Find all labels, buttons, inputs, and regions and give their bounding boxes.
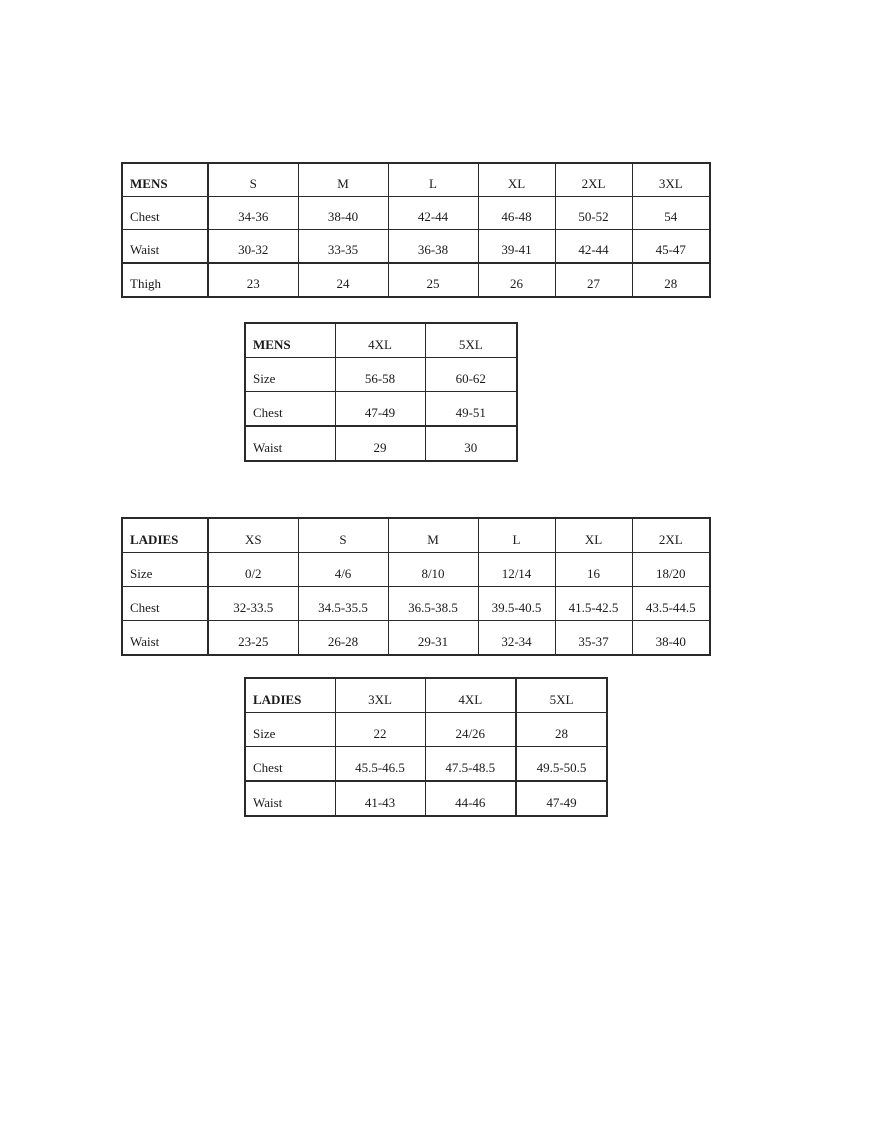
table-row [245, 358, 517, 392]
table-cell: 39-41 [478, 230, 555, 264]
size-header: M [298, 163, 388, 197]
table-cell: 36.5-38.5 [388, 587, 478, 621]
table-row [122, 587, 710, 621]
table-title: LADIES [245, 678, 335, 713]
table-row [245, 713, 607, 747]
size-header: 5XL [425, 323, 517, 358]
size-header: 3XL [335, 678, 425, 713]
table-cell: 47-49 [516, 781, 607, 816]
table-cell: 28 [632, 263, 710, 297]
size-header: 3XL [632, 163, 710, 197]
size-header: XL [555, 518, 632, 553]
table-row [122, 197, 710, 230]
table-cell: 26 [478, 263, 555, 297]
table-cell: 60-62 [425, 358, 517, 392]
table-title: MENS [245, 323, 335, 358]
table-header-row [122, 518, 710, 553]
table-cell: 45-47 [632, 230, 710, 264]
table-row [122, 230, 710, 264]
size-header: 2XL [555, 163, 632, 197]
table-cell: 4/6 [298, 553, 388, 587]
size-header: XL [478, 163, 555, 197]
row-label: Waist [122, 621, 208, 656]
table-cell: 30 [425, 426, 517, 461]
table-cell: 46-48 [478, 197, 555, 230]
table-cell: 28 [516, 713, 607, 747]
table-cell: 25 [388, 263, 478, 297]
size-header: 4XL [425, 678, 516, 713]
size-header: XS [208, 518, 298, 553]
table-cell: 49-51 [425, 392, 517, 427]
table-cell: 45.5-46.5 [335, 747, 425, 782]
row-label: Chest [122, 197, 208, 230]
table-cell: 54 [632, 197, 710, 230]
row-label: Waist [122, 230, 208, 264]
table-cell: 23-25 [208, 621, 298, 656]
table-cell: 47.5-48.5 [425, 747, 516, 782]
table-cell: 56-58 [335, 358, 425, 392]
mens-size-table [121, 162, 711, 298]
size-header: 2XL [632, 518, 710, 553]
row-label: Chest [122, 587, 208, 621]
row-label: Size [245, 358, 335, 392]
ladies-extended-size-table [244, 677, 608, 817]
table-row [122, 553, 710, 587]
table-cell: 35-37 [555, 621, 632, 656]
row-label: Waist [245, 781, 335, 816]
table-cell: 32-34 [478, 621, 555, 656]
table-cell: 27 [555, 263, 632, 297]
row-label: Chest [245, 392, 335, 427]
table-row [245, 781, 607, 816]
table-cell: 0/2 [208, 553, 298, 587]
row-label: Size [122, 553, 208, 587]
size-header: 4XL [335, 323, 425, 358]
table-cell: 41-43 [335, 781, 425, 816]
table-cell: 39.5-40.5 [478, 587, 555, 621]
size-header: L [388, 163, 478, 197]
row-label: Chest [245, 747, 335, 782]
row-label: Size [245, 713, 335, 747]
table-row [245, 747, 607, 782]
table-cell: 32-33.5 [208, 587, 298, 621]
table-cell: 18/20 [632, 553, 710, 587]
table-cell: 49.5-50.5 [516, 747, 607, 782]
table-cell: 12/14 [478, 553, 555, 587]
table-cell: 47-49 [335, 392, 425, 427]
table-row [122, 621, 710, 656]
table-cell: 43.5-44.5 [632, 587, 710, 621]
table-title: LADIES [122, 518, 208, 553]
size-header: S [208, 163, 298, 197]
table-cell: 8/10 [388, 553, 478, 587]
table-cell: 33-35 [298, 230, 388, 264]
table-cell: 34.5-35.5 [298, 587, 388, 621]
table-header-row [245, 323, 517, 358]
mens-extended-size-table [244, 322, 518, 462]
ladies-size-table [121, 517, 711, 656]
table-cell: 42-44 [555, 230, 632, 264]
size-header: S [298, 518, 388, 553]
table-cell: 38-40 [298, 197, 388, 230]
size-header: 5XL [516, 678, 607, 713]
table-cell: 23 [208, 263, 298, 297]
table-cell: 50-52 [555, 197, 632, 230]
row-label: Waist [245, 426, 335, 461]
table-cell: 24 [298, 263, 388, 297]
size-header: M [388, 518, 478, 553]
table-title: MENS [122, 163, 208, 197]
table-cell: 41.5-42.5 [555, 587, 632, 621]
table-cell: 36-38 [388, 230, 478, 264]
table-header-row [245, 678, 607, 713]
table-header-row [122, 163, 710, 197]
table-row [122, 263, 710, 297]
table-cell: 16 [555, 553, 632, 587]
table-cell: 42-44 [388, 197, 478, 230]
size-header: L [478, 518, 555, 553]
table-row [245, 392, 517, 427]
table-cell: 22 [335, 713, 425, 747]
table-cell: 29 [335, 426, 425, 461]
table-cell: 24/26 [425, 713, 516, 747]
table-cell: 30-32 [208, 230, 298, 264]
table-cell: 34-36 [208, 197, 298, 230]
table-row [245, 426, 517, 461]
table-cell: 26-28 [298, 621, 388, 656]
table-cell: 38-40 [632, 621, 710, 656]
table-cell: 29-31 [388, 621, 478, 656]
row-label: Thigh [122, 263, 208, 297]
table-cell: 44-46 [425, 781, 516, 816]
